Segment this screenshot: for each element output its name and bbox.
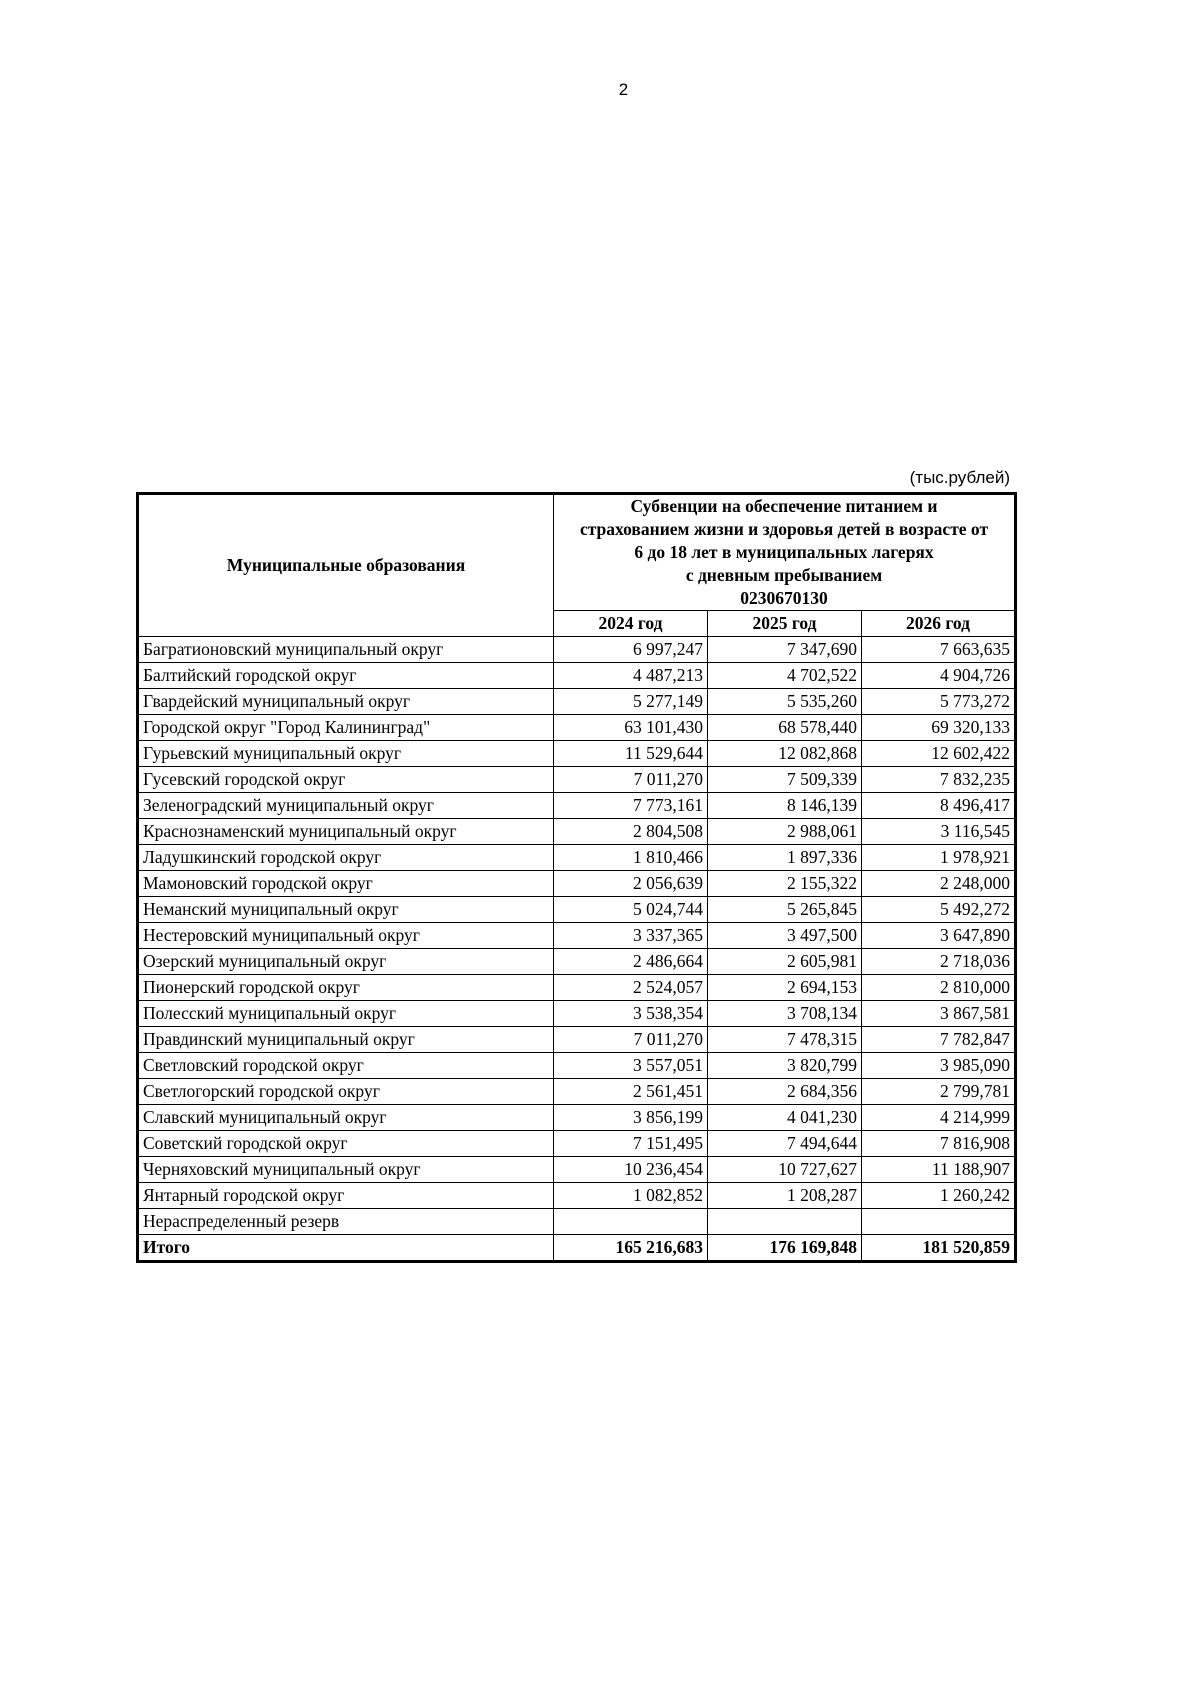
group-header-line: Субвенции на обеспечение питанием и [630,496,938,516]
value-2025: 4 041,230 [708,1105,862,1131]
total-2024: 165 216,683 [554,1235,708,1262]
value-2026: 12 602,422 [862,741,1016,767]
value-2024 [554,1209,708,1235]
value-2026: 2 718,036 [862,949,1016,975]
value-2024: 7 151,495 [554,1131,708,1157]
municipality-name: Краснознаменский муниципальный округ [138,819,554,845]
table-row [138,923,1016,949]
value-2024: 7 773,161 [554,793,708,819]
total-2025: 176 169,848 [708,1235,862,1262]
municipality-name: Балтийский городской округ [138,663,554,689]
budget-code: 0230670130 [740,588,828,608]
municipality-name: Гурьевский муниципальный округ [138,741,554,767]
municipality-name: Пионерский городской округ [138,975,554,1001]
year-header-2024: 2024 год [554,611,708,637]
value-2026: 5 773,272 [862,689,1016,715]
table-row [138,663,1016,689]
value-2025: 7 494,644 [708,1131,862,1157]
value-2024: 4 487,213 [554,663,708,689]
table-row [138,1209,1016,1235]
value-2024: 7 011,270 [554,1027,708,1053]
table-row [138,1183,1016,1209]
municipality-name: Полесский муниципальный округ [138,1001,554,1027]
table-row [138,793,1016,819]
table-row [138,1157,1016,1183]
table-row [138,975,1016,1001]
value-2026: 8 496,417 [862,793,1016,819]
total-label: Итого [138,1235,554,1262]
value-2026: 69 320,133 [862,715,1016,741]
value-2025: 2 684,356 [708,1079,862,1105]
municipality-name: Светловский городской округ [138,1053,554,1079]
value-2025: 68 578,440 [708,715,862,741]
table-body [138,637,1016,1235]
group-header-line: 6 до 18 лет в муниципальных лагерях [634,542,934,562]
table-row [138,871,1016,897]
value-2025: 7 509,339 [708,767,862,793]
municipality-name: Черняховский муниципальный округ [138,1157,554,1183]
value-2025: 12 082,868 [708,741,862,767]
value-2026: 11 188,907 [862,1157,1016,1183]
group-header-line: страхованием жизни и здоровья детей в возрасте от [579,519,989,539]
municipality-name: Правдинский муниципальный округ [138,1027,554,1053]
value-2026: 3 985,090 [862,1053,1016,1079]
value-2024: 2 561,451 [554,1079,708,1105]
municipality-name: Гусевский городской округ [138,767,554,793]
value-2025: 2 988,061 [708,819,862,845]
table-row [138,1027,1016,1053]
value-2026: 1 260,242 [862,1183,1016,1209]
value-2026: 3 116,545 [862,819,1016,845]
value-2024: 3 557,051 [554,1053,708,1079]
municipality-name: Городской округ "Город Калининград" [138,715,554,741]
value-2025: 10 727,627 [708,1157,862,1183]
value-2024: 1 082,852 [554,1183,708,1209]
value-2026 [862,1209,1016,1235]
municipality-name: Светлогорский городской округ [138,1079,554,1105]
value-2025 [708,1209,862,1235]
value-2026: 7 816,908 [862,1131,1016,1157]
value-2026: 7 663,635 [862,637,1016,663]
table-row [138,1001,1016,1027]
total-2026: 181 520,859 [862,1235,1016,1262]
table-row [138,1079,1016,1105]
value-2026: 3 867,581 [862,1001,1016,1027]
table-row [138,1131,1016,1157]
value-2026: 4 214,999 [862,1105,1016,1131]
table-row [138,689,1016,715]
municipality-name: Багратионовский муниципальный округ [138,637,554,663]
value-2024: 11 529,644 [554,741,708,767]
year-header-2025: 2025 год [708,611,862,637]
value-2025: 2 694,153 [708,975,862,1001]
value-2026: 1 978,921 [862,845,1016,871]
value-2025: 7 347,690 [708,637,862,663]
subvention-table [136,492,1017,1263]
value-2025: 3 497,500 [708,923,862,949]
value-2024: 1 810,466 [554,845,708,871]
table-row [138,949,1016,975]
value-2024: 2 804,508 [554,819,708,845]
municipality-column-header: Муниципальные образования [138,494,554,637]
municipality-name: Ладушкинский городской округ [138,845,554,871]
table-row [138,1053,1016,1079]
municipality-name: Неманский муниципальный округ [138,897,554,923]
municipality-name: Славский муниципальный округ [138,1105,554,1131]
group-header-line: с дневным пребыванием [685,565,883,585]
value-2024: 2 524,057 [554,975,708,1001]
unit-note: (тыс.рублей) [909,468,1010,487]
value-2026: 2 810,000 [862,975,1016,1001]
table-row [138,767,1016,793]
value-2025: 2 155,322 [708,871,862,897]
value-2025: 8 146,139 [708,793,862,819]
year-header-2026: 2026 год [862,611,1016,637]
value-2024: 2 486,664 [554,949,708,975]
value-2026: 5 492,272 [862,897,1016,923]
value-2026: 3 647,890 [862,923,1016,949]
value-2026: 7 832,235 [862,767,1016,793]
table-row [138,819,1016,845]
value-2024: 3 337,365 [554,923,708,949]
value-2024: 7 011,270 [554,767,708,793]
value-2025: 5 535,260 [708,689,862,715]
municipality-name: Зеленоградский муниципальный округ [138,793,554,819]
value-2025: 1 897,336 [708,845,862,871]
value-2025: 1 208,287 [708,1183,862,1209]
table-row [138,741,1016,767]
municipality-name: Советский городской округ [138,1131,554,1157]
value-2026: 7 782,847 [862,1027,1016,1053]
value-2026: 4 904,726 [862,663,1016,689]
municipality-name: Гвардейский муниципальный округ [138,689,554,715]
value-2026: 2 799,781 [862,1079,1016,1105]
table-row [138,845,1016,871]
subvention-group-header [554,494,1016,611]
municipality-name: Янтарный городской округ [138,1183,554,1209]
value-2024: 6 997,247 [554,637,708,663]
value-2025: 3 708,134 [708,1001,862,1027]
value-2025: 4 702,522 [708,663,862,689]
value-2024: 2 056,639 [554,871,708,897]
value-2024: 10 236,454 [554,1157,708,1183]
value-2025: 3 820,799 [708,1053,862,1079]
page-number: 2 [618,80,629,99]
table-row [138,637,1016,663]
municipality-name: Нераспределенный резерв [138,1209,554,1235]
value-2025: 2 605,981 [708,949,862,975]
value-2024: 3 538,354 [554,1001,708,1027]
value-2026: 2 248,000 [862,871,1016,897]
municipality-name: Нестеровский муниципальный округ [138,923,554,949]
total-row [138,1235,1016,1262]
value-2024: 5 277,149 [554,689,708,715]
value-2024: 5 024,744 [554,897,708,923]
value-2024: 3 856,199 [554,1105,708,1131]
table-row [138,715,1016,741]
table-row [138,897,1016,923]
value-2024: 63 101,430 [554,715,708,741]
table-row [138,1105,1016,1131]
value-2025: 7 478,315 [708,1027,862,1053]
municipality-name: Мамоновский городской округ [138,871,554,897]
value-2025: 5 265,845 [708,897,862,923]
municipality-name: Озерский муниципальный округ [138,949,554,975]
